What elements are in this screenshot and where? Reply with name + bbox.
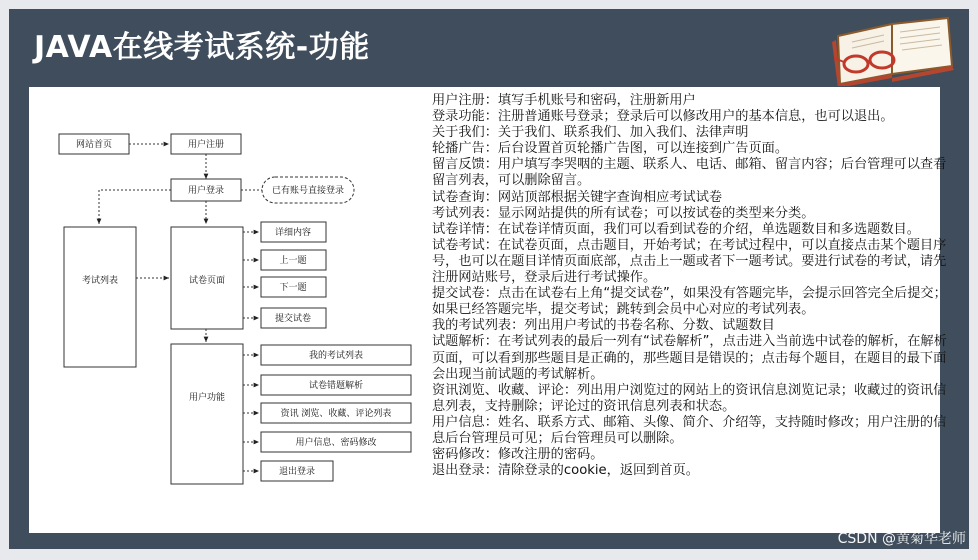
label-submit: 提交试卷 xyxy=(274,314,312,324)
label-exam-list: 考试列表 xyxy=(81,276,119,286)
label-prev: 上一题 xyxy=(279,256,307,266)
label-next: 下一题 xyxy=(279,283,307,293)
label-user-func: 用户功能 xyxy=(188,393,226,403)
desc-logout: 退出登录：清除登录的cookie，返回到首页。 xyxy=(432,463,699,479)
desc-news: 资讯浏览、收藏、评论：列出用户浏览过的网站上的资讯信息浏览记录；收藏过的资讯信息列表，支持删除；评论过的资讯信息列表和状态。 xyxy=(432,382,947,414)
watermark: CSDN @黄菊华老师 xyxy=(837,531,966,547)
label-analysis: 试卷错题解析 xyxy=(308,381,364,391)
desc-submit: 提交试卷：点击在试卷右上角“提交试卷”，如果没有答题完毕，会提示回答完全后提交；如果已经答题完毕，提交考试；跳转到会员中心对应的考试列表。 xyxy=(432,286,947,318)
slide-title: JAVA在线考试系统-功能 xyxy=(34,30,370,65)
node-exam-list xyxy=(64,227,136,367)
desc-carousel: 轮播广告：后台设置首页轮播广告图，可以连接到广告页面。 xyxy=(432,141,789,157)
label-logout: 退出登录 xyxy=(278,467,316,477)
label-has-account: 已有账号直接登录 xyxy=(271,186,345,196)
open-book-with-glasses-icon xyxy=(830,14,955,86)
desc-taking-exam: 试卷考试：在试卷页面，点击题目，开始考试；在考试过程中，可以直接点击某个题目序号，也可以在题目详情页面底部，点击上一题或者下一题考试。要进行试卷的考试，请先注册网站账号，登录后进行考试操作。 xyxy=(432,237,947,286)
desc-login: 登录功能：注册普通账号登录；登录后可以修改用户的基本信息，也可以退出。 xyxy=(432,109,894,125)
desc-my-exams: 我的考试列表：列出用户考试的书卷名称、分数、试题数目 xyxy=(432,318,775,334)
label-profile: 用户信息、密码修改 xyxy=(295,438,377,448)
desc-register: 用户注册：填写手机账号和密码，注册新用户 xyxy=(432,93,696,108)
label-exam-page: 试卷页面 xyxy=(188,276,226,286)
desc-about: 关于我们：关于我们、联系我们、加入我们、法律声明 xyxy=(432,125,749,141)
desc-exam-list: 考试列表：显示网站提供的所有试卷；可以按试卷的类型来分类。 xyxy=(432,205,815,221)
desc-exam-detail: 试卷详情：在试卷详情页面，我们可以看到试卷的介绍，单选题数目和多选题数目。 xyxy=(432,221,920,237)
desc-profile: 用户信息：姓名、联系方式、邮箱、头像、简介、介绍等，支持随时修改；用户注册的信息后台管理员可见；后台管理员可以删除。 xyxy=(432,414,947,446)
label-login: 用户登录 xyxy=(187,186,225,196)
label-news: 资讯 浏览、收藏、评论列表 xyxy=(280,409,392,419)
desc-password: 密码修改：修改注册的密码。 xyxy=(432,447,604,463)
node-user-func xyxy=(171,344,243,484)
label-detail: 详细内容 xyxy=(274,228,312,238)
label-my-exams: 我的考试列表 xyxy=(308,351,364,361)
label-register: 用户注册 xyxy=(187,140,225,150)
desc-feedback: 留言反馈：用户填写李哭咽的主题、联系人、电话、邮箱、留言内容；后台管理可以查看留言列表，可以删除留言。 xyxy=(432,157,947,189)
desc-analysis: 试题解析：在考试列表的最后一列有“试卷解析”，点击进入当前选中试卷的解析，在解析页面，可以看到那些题目是正确的，那些题目是错误的；点击每个题目，在题目的最下面会出现当前试题的考试解析。 xyxy=(432,334,947,382)
label-home: 网站首页 xyxy=(75,140,113,150)
feature-descriptions xyxy=(432,93,947,479)
flowchart xyxy=(29,87,429,533)
desc-search: 试卷查询：网站顶部根据关键字查询相应考试试卷 xyxy=(432,189,723,205)
